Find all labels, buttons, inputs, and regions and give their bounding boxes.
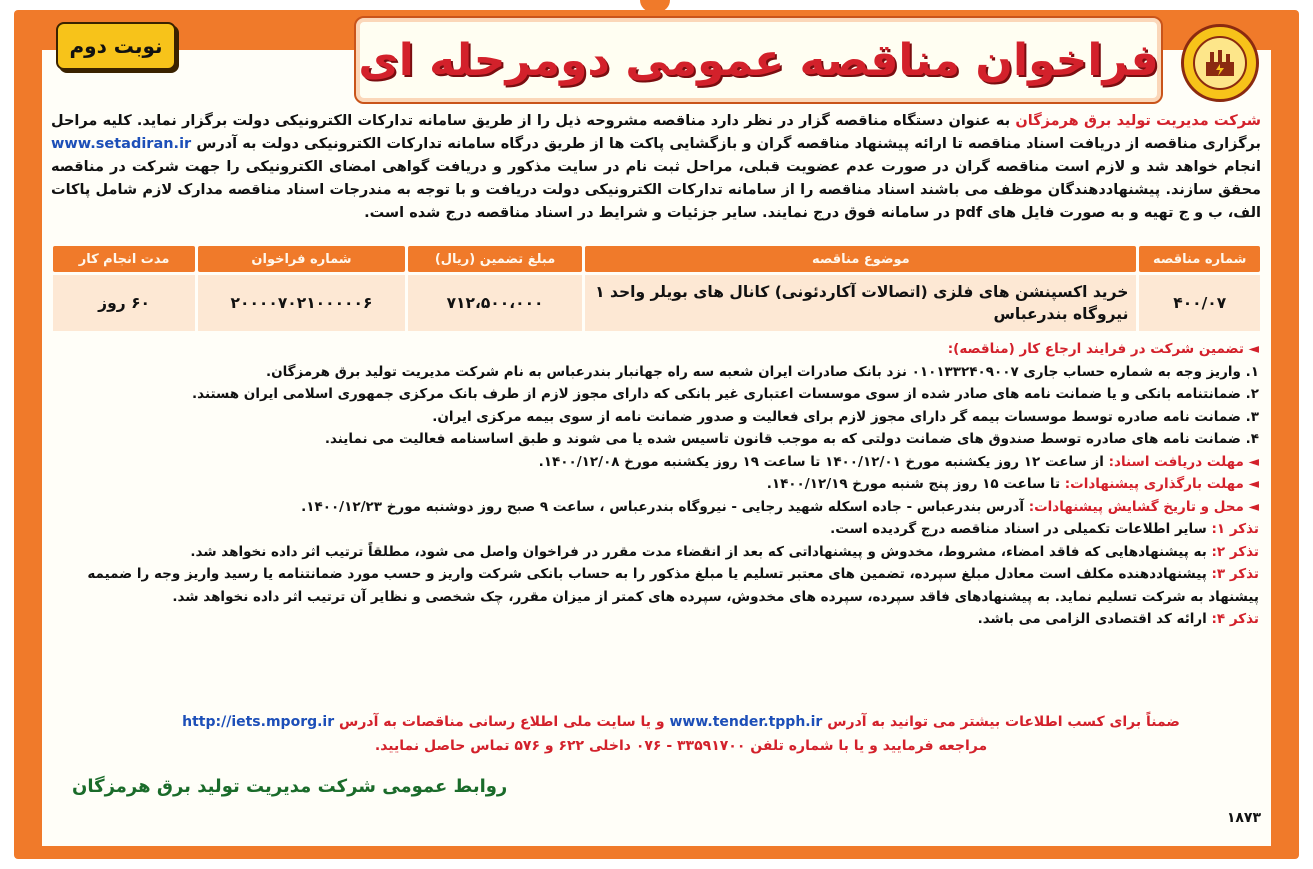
note-1: تذکر ۱: سایر اطلاعات تکمیلی در اسناد مناقصه درج گردیده است. [830,521,1259,537]
page-title: فراخوان مناقصه عمومی دومرحله ای [358,34,1159,86]
public-relations-signature: روابط عمومی شرکت مدیریت تولید برق هرمزگان [72,776,508,797]
intro-line-1: به عنوان دستگاه مناقصه گزار در نظر دارد مناقصه مشروحه ذیل را از طریق سامانه تدارکات الکترونیکی دولت برگزار نماید. [136,113,1016,129]
note-4: تذکر ۴: ارائه کد اقتصادی الزامی می باشد. [977,611,1259,627]
guarantee-item: ۲. ضمانتنامه بانکی و یا ضمانت نامه های صادر شده از سوی موسسات اعتباری غیر بانکی که دارای مجوز لازم از طرف بانک مرکزی جمهوری اسلامی ایران هستند. [192,386,1259,402]
cell-duration: ۶۰ روز [53,275,195,331]
col-duration: مدت انجام کار [53,246,195,272]
arrow-icon: ◄ [1248,476,1259,492]
arrow-icon: ◄ [1248,341,1259,357]
power-plant-icon [1193,36,1247,90]
submit-deadline: ◄ مهلت بارگذاری پیشنهادات: تا ساعت ۱۵ روز پنج شنبه مورخ ۱۴۰۰/۱۲/۱۹. [766,476,1259,492]
round-badge: نوبت دوم [56,22,176,70]
intro-paragraph [51,110,1261,225]
col-number: شماره مناقصه [1139,246,1260,272]
col-estimate: مبلغ تضمین (ریال) [408,246,582,272]
arrow-icon: ◄ [1248,453,1259,470]
cell-call-number: ۲۰۰۰۰۷۰۲۱۰۰۰۰۰۶ [198,275,405,331]
table-row [53,275,1260,331]
ad-number: ۱۸۷۳ [1226,810,1261,826]
note-3: تذکر ۳: پیشنهاددهنده مکلف است معادل مبلغ سپرده، تضمین های معتبر تسلیم یا مبلغ مذکور را به حساب بانکی شرکت واریز و حسب مورد ضمانتنامه یا رسید واریز وجه را ضمیمه پیشنهاد به شرکت تسلیم نماید. به پیشنهادهای فاقد سپرده، سپرده های مخدوش، سپرده های کمتر از میزان مقرر، چک شخصی و نظایر آن ترتیب اثر داده نخواهد شد. [87,566,1259,605]
intro-line-3: انجام خواهد شد و لازم است مناقصه گران در صورت عدم عضویت قبلی، مراحل ثبت نام در سایت مذکور و دریافت گواهی امضای الکترونیکی را جهت شرکت در مناقصه محقق سازند. پیشنهاددهندگان موظف می باشند اسناد مناقصه را از سامانه تدارکات الکترونیکی دولت دریافت و با توجه به مندرجات اسناد مناقصه مدارک لازم شامل پاکات الف، ب و ج تهیه و به صورت فایل های pdf در سامانه فوق درج نمایند. سایر جزئیات و شرایط در اسناد مناقصه درج شده است. [51,159,1261,221]
tender-site-link[interactable]: www.tender.tpph.ir [669,714,823,730]
contact-info: ضمناً برای کسب اطلاعات بیشتر می توانید به آدرس www.tender.tpph.ir و یا سایت ملی اطلاع رسانی مناقصات به آدرس http://iets.mporg.ir مراجعه فرمایید و یا با شماره تلفن ۳۳۵۹۱۷۰۰ - ۰۷۶ داخلی ۶۲۲ و ۵۷۶ تماس حاصل نمایید. [182,714,1180,754]
guarantee-title: تضمین شرکت در فرایند ارجاع کار (مناقصه): [947,341,1244,357]
setadiran-link[interactable]: www.setadiran.ir [51,136,192,152]
tender-table [50,243,1263,334]
company-name: شرکت مدیریت تولید برق هرمزگان [1015,113,1261,129]
cell-subject: خرید اکسپنشن های فلزی (اتصالات آکاردئونی) کانال های بویلر واحد ۱ نیروگاه بندرعباس [585,275,1136,331]
note-2: تذکر ۲: به پیشنهادهایی که فاقد امضاء، مشروط، مخدوش و پیشنهاداتی که بعد از انقضاء مدت مقرر در فراخوان واصل می شود، مطلقاً ترتیب اثر داده نخواهد شد. [190,543,1259,560]
opening-info: ◄ محل و تاریخ گشایش پیشنهادات: آدرس بندرعباس - جاده اسکله شهید رجایی - نیروگاه بندرعباس ، ساعت ۹ صبح روز دوشنبه مورخ ۱۴۰۰/۱۲/۲۳. [301,498,1259,515]
intro-line-2: کلیه مراحل برگزاری مناقصه از دریافت اسناد مناقصه تا ارائه پیشنهاد مناقصه گران و بازگشایی پاکت ها از طریق درگاه سامانه تدارکات الکترونیکی دولت به آدرس [51,113,1261,152]
iets-site-link[interactable]: http://iets.mporg.ir [182,714,335,730]
table-header-row [53,246,1260,272]
title-banner [354,16,1163,104]
arrow-icon: ◄ [1248,498,1259,515]
cell-estimate: ۷۱۲،۵۰۰،۰۰۰ [408,275,582,331]
guarantee-item: ۳. ضمانت نامه صادره توسط موسسات بیمه گر دارای مجوز لازم برای فعالیت و صدور ضمانت نامه از سوی بیمه مرکزی ایران. [432,408,1259,425]
guarantee-item: ۱. واریز وجه به شماره حساب جاری ۰۱۰۱۳۳۲۴۰۹۰۰۷ نزد بانک صادرات ایران شعبه سه راه جهانبار بندرعباس به نام شرکت مدیریت تولید برق هرمزگان. [265,363,1259,380]
docs-deadline: ◄ مهلت دریافت اسناد: از ساعت ۱۲ روز یکشنبه مورخ ۱۴۰۰/۱۲/۰۱ تا ساعت ۱۹ روز یکشنبه مورخ ۱۴۰۰/۱۲/۰۸. [538,453,1259,470]
guarantee-section [53,338,1259,631]
col-call-number: شماره فراخوان [198,246,405,272]
guarantee-item: ۴. ضمانت نامه های صادره توسط صندوق های ضمانت دولتی که به موجب قانون تاسیس شده یا می شوند و طبق اساسنامه فعالیت می نمایند. [324,431,1259,447]
header [42,12,1271,108]
company-logo [1181,24,1259,102]
col-subject: موضوع مناقصه [585,246,1136,272]
cell-number: ۴۰۰/۰۷ [1139,275,1260,331]
ad-body [42,34,1271,846]
